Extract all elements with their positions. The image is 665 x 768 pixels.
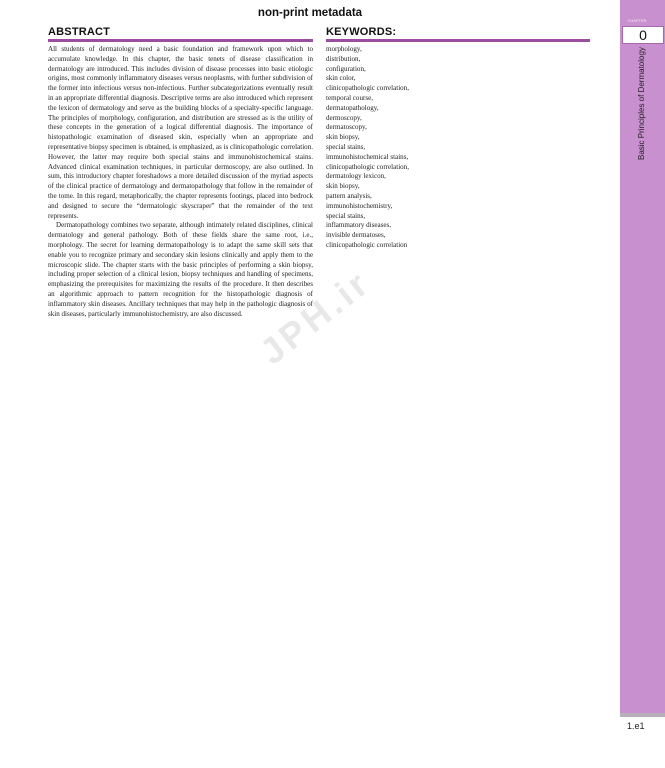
keyword-item: immunohistochemical stains, — [326, 152, 409, 161]
abstract-paragraph: All students of dermatology need a basic foundation and framework upon which to accumulate knowledge. In this chapter, the basic tenets of disease classification in dermatology are introduced. This includes division of disease processes into basic etiologic origins, most commonly inflammatory diseases versus neoplasms, with further subdivision of the former into infectious versus non-infectious. Further subcategorizations eventually result in an appropriate differential diagnosis. Descriptive terms are also introduced which represent the lexicon of dermatology and serve as the building blocks of a specialty-specific language. The principles of morphology, configuration, and distribution are stressed as is the utility of these concepts in the generation of a logical differential diagnosis. The importance of histopathologic examination of diseased skin, especially when an appropriate and representative biopsy specimen is obtained, is emphasized, as is clinicopathologic correlation. However, the latter may require both special stains and immunohistochemical stains. Advanced clinical examination techniques, in particular dermoscopy, are also outlined. In sum, this introductory chapter foreshadows a more detailed discussion of the myriad aspects of the clinical practice of dermatology and dermatopathology that follow in the remainder of the tome. In this regard, metaphorically, the chapter represents footings, placed into bedrock and designed to secure the “dermatologic skyscraper” that the remainder of the text represents. — [48, 45, 313, 220]
keyword-item: skin color, — [326, 74, 356, 83]
page-header-title: non-print metadata — [257, 7, 363, 19]
keyword-item: dermatopathology, — [326, 103, 379, 112]
keyword-item: invisible dermatoses, — [326, 231, 386, 240]
keyword-item: skin biopsy, — [326, 182, 360, 191]
keyword-item: pattern analysis, — [326, 191, 372, 200]
keyword-item: clinicopathologic correlation — [326, 240, 408, 249]
watermark: JPH.ir — [252, 261, 379, 373]
abstract-divider — [48, 39, 313, 42]
keyword-item: dermatology lexicon, — [326, 172, 386, 181]
chapter-running-title: Basic Principles of Dermatology — [637, 47, 646, 160]
keyword-item: clinicopathologic correlation, — [326, 162, 409, 171]
keyword-item: dermoscopy, — [326, 113, 362, 122]
keywords-list — [326, 45, 566, 251]
keyword-item: morphology, — [326, 45, 362, 53]
abstract-heading: ABSTRACT — [48, 26, 111, 38]
page-number: 1.e1 — [627, 721, 645, 731]
keyword-item: immunohistochemistry, — [326, 201, 393, 210]
keyword-item: special stains, — [326, 211, 366, 220]
chapter-label: CHAPTER — [627, 18, 647, 23]
keyword-item: inflammatory diseases, — [326, 221, 391, 230]
keyword-item: distribution, — [326, 54, 361, 63]
keyword-item: special stains, — [326, 142, 366, 151]
keyword-item: configuration, — [326, 64, 366, 73]
side-tab-footer-strip — [620, 713, 665, 717]
keyword-item: temporal course, — [326, 93, 373, 102]
keyword-item: dermatoscopy, — [326, 123, 367, 132]
keyword-item: skin biopsy, — [326, 133, 360, 142]
keyword-item: clinicopathologic correlation, — [326, 84, 409, 93]
keywords-heading: KEYWORDS: — [326, 26, 397, 38]
keywords-divider — [326, 39, 590, 42]
chapter-number: 0 — [622, 26, 664, 44]
abstract-body — [48, 45, 313, 319]
abstract-paragraph: Dermatopathology combines two separate, although intimately related disciplines, clinical dermatology and general pathology. Both of these fields share the same root, i.e., morphology. The secret for learning dermatopathology is to adapt the same skill sets that enable you to recognize primary and secondary skin lesions clinically and apply them to the microscopic slide. The chapter starts with the basic principles of performing a skin biopsy, including proper selection of a clinical lesion, biopsy techniques and handling of specimens, emphasizing the prerequisites for maximizing the results of the procedure. It then describes an algorithmic approach to pattern recognition for the histopathologic diagnosis of inflammatory skin diseases. Ancillary techniques that may help in the pathologic diagnosis of skin diseases, particularly immunohistochemistry, are also discussed. — [48, 221, 313, 318]
